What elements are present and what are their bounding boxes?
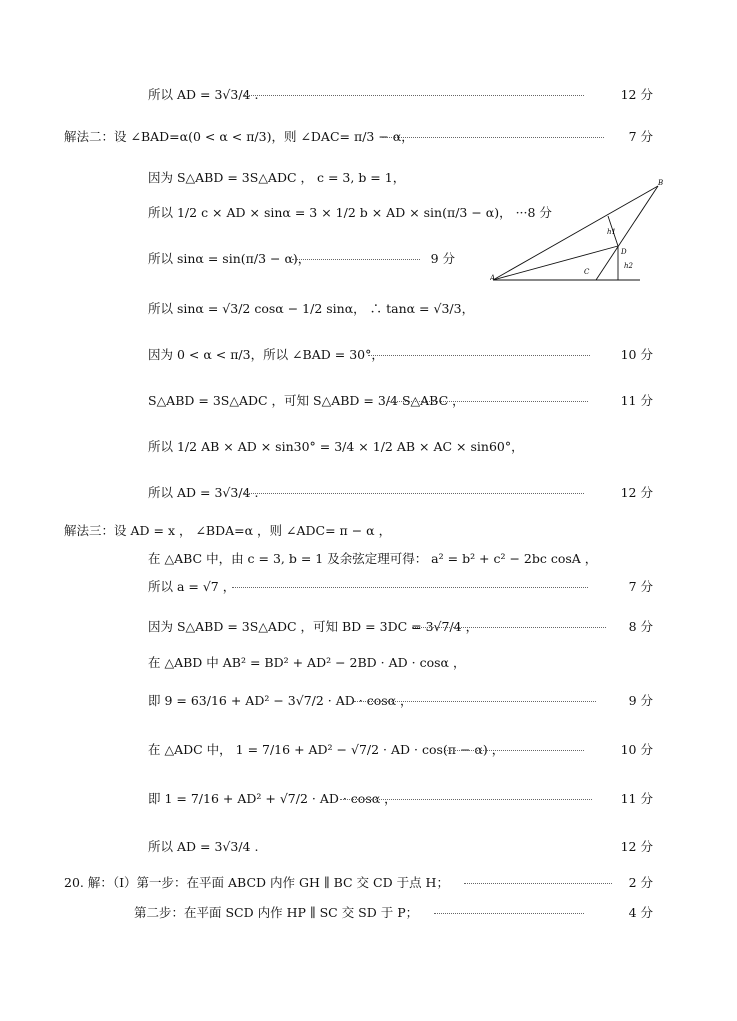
score-label: 4 分 — [628, 905, 653, 920]
dot-leader — [244, 95, 584, 96]
line-20 — [0, 868, 737, 898]
score-label: 2 分 — [628, 875, 653, 890]
line-14 — [0, 612, 737, 642]
score-label: 12 分 — [620, 839, 653, 854]
line-19 — [0, 832, 737, 862]
line-7 — [0, 340, 737, 370]
label-d: D — [621, 248, 627, 256]
line-15 — [0, 648, 737, 678]
line-text: 因为 S△ABD = 3S△ADC ，可知 BD = 3DC = 3√7/4 ， — [148, 619, 479, 634]
dot-leader — [382, 137, 604, 138]
score-label: 12 分 — [620, 485, 653, 500]
line-11 — [0, 516, 737, 546]
dot-leader — [244, 493, 584, 494]
line-text: 解法二：设 ∠BAD=α(0 < α < π/3)，则 ∠DAC= π/3 − α， — [64, 129, 414, 144]
line-text: 解法三：设 AD = x ， ∠BDA=α ，则 ∠ADC= π − α ， — [64, 523, 392, 538]
dot-leader — [232, 587, 588, 588]
line-text: 所以 AD = 3√3/4 . — [148, 485, 259, 500]
score-label: 7 分 — [628, 579, 653, 594]
line-text: 因为 S△ABD = 3S△ADC ， c = 3, b = 1， — [148, 170, 406, 185]
line-text: 在 △ABC 中，由 c = 3, b = 1 及余弦定理可得： a² = b² + c² − 2bc cosA ， — [148, 551, 598, 566]
line-6 — [0, 294, 737, 324]
score-label: 9 分 — [430, 251, 455, 266]
line-text: 所以 AD = 3√3/4 . — [148, 839, 259, 854]
label-c: C — [584, 268, 590, 276]
line-text: 在 △ABD 中 AB² = BD² + AD² − 2BD · AD · cosα ， — [148, 655, 466, 670]
score-label: 7 分 — [628, 129, 653, 144]
line-text: 即 9 = 63/16 + AD² − 3√7/2 · AD · cosα ， — [148, 693, 413, 708]
line-10 — [0, 478, 737, 508]
score-label: 9 分 — [628, 693, 653, 708]
line-text: 20. 解：（Ⅰ）第一步：在平面 ABCD 内作 GH ∥ BC 交 CD 于点 H； — [64, 875, 449, 890]
label-a: A — [490, 274, 496, 282]
dot-leader — [368, 355, 590, 356]
line-text: 所以 sinα = √3/2 cosα − 1/2 sinα， ∴ tanα = √3/3， — [148, 301, 475, 316]
line-text: 即 1 = 7/16 + AD² + √7/2 · AD · cosα ， — [148, 791, 397, 806]
label-h2: h2 — [624, 262, 633, 270]
line-text: 在 △ADC 中， 1 = 7/16 + AD² − √7/2 · AD · cos(π − α) ， — [148, 742, 505, 757]
line-17 — [0, 735, 737, 765]
dot-leader — [292, 259, 420, 260]
line-text: 第二步：在平面 SCD 内作 HP ∥ SC 交 SD 于 P； — [134, 905, 419, 920]
line-2 — [0, 122, 737, 152]
line-text: 所以 1/2 c × AD × sinα = 3 × 1/2 b × AD × sin(π/3 − α)， ···8 分 — [148, 205, 552, 220]
dot-leader — [434, 913, 584, 914]
label-b: B — [658, 179, 664, 187]
line-text: 所以 1/2 AB × AD × sin30° = 3/4 × 1/2 AB × AC × sin60°， — [148, 439, 524, 454]
score-label: 10 分 — [620, 742, 653, 757]
score-label: 12 分 — [620, 87, 653, 102]
line-text: 所以 sinα = sin(π/3 − α)， — [148, 251, 311, 266]
score-label: 11 分 — [620, 393, 653, 408]
dot-leader — [388, 401, 588, 402]
line-18 — [0, 784, 737, 814]
dot-leader — [412, 627, 606, 628]
line-16 — [0, 686, 737, 716]
line-text: S△ABD = 3S△ADC ，可知 S△ABD = 3/4 S△ABC ， — [148, 393, 465, 408]
segment-ab — [493, 186, 658, 280]
line-8 — [0, 386, 737, 416]
triangle-diagram — [490, 176, 670, 286]
dot-leader — [464, 883, 612, 884]
line-1 — [0, 80, 737, 110]
line-21 — [0, 898, 737, 928]
line-text: 所以 a = √7 ， — [148, 579, 236, 594]
line-9 — [0, 432, 737, 462]
dot-leader — [444, 750, 584, 751]
score-label: 11 分 — [620, 791, 653, 806]
line-13 — [0, 572, 737, 602]
dot-leader — [354, 701, 596, 702]
line-text: 所以 AD = 3√3/4 . — [148, 87, 259, 102]
label-h1: h1 — [607, 228, 616, 236]
score-label: 10 分 — [620, 347, 653, 362]
dot-leader — [340, 799, 592, 800]
line-12 — [0, 544, 737, 574]
score-label: 8 分 — [628, 619, 653, 634]
line-text: 因为 0 < α < π/3，所以 ∠BAD = 30°， — [148, 347, 384, 362]
